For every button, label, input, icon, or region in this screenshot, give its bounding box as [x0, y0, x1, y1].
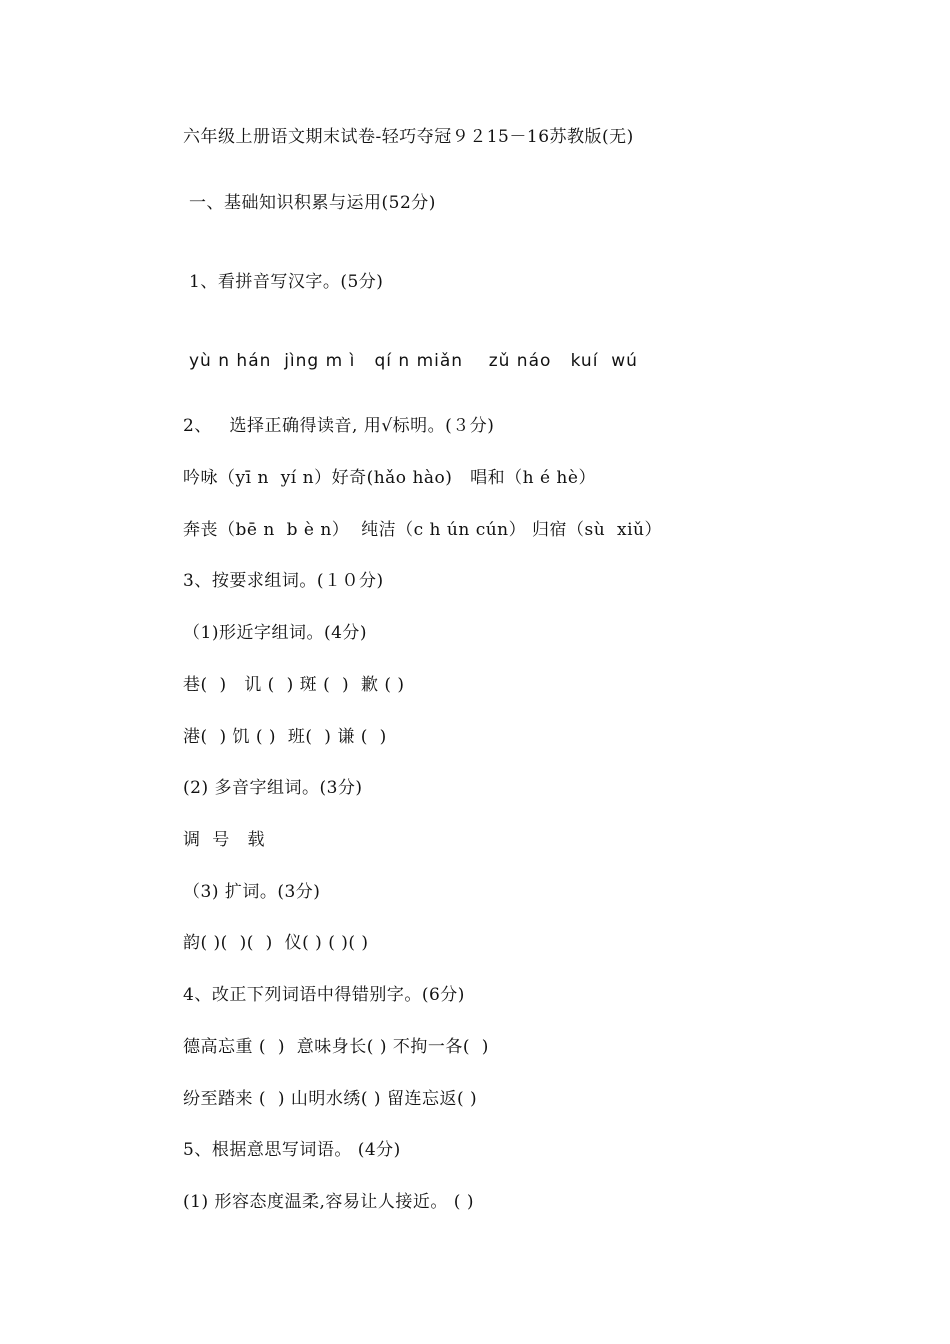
- subquestion-1-heading: （1)形近字组词。(4分): [183, 623, 368, 643]
- reading-choice-line-1: 吟咏（yī n yí n）好奇(hǎo hào) 唱和（h é hè）: [183, 468, 596, 488]
- polyphonic-characters-line: 调 号 载: [183, 830, 266, 850]
- question-1-heading: 1、看拼音写汉字。(5分): [189, 272, 384, 292]
- subquestion-3-heading: （3) 扩词。(3分): [183, 882, 321, 902]
- question-5-item-1: (1) 形容态度温柔,容易让人接近。 ( ): [183, 1192, 474, 1212]
- question-4-heading: 4、改正下列词语中得错别字。(6分): [183, 985, 465, 1005]
- section-heading: 一、基础知识积累与运用(52分): [189, 193, 436, 213]
- similar-characters-line-2: 港( ) 饥 ( ) 班( ) 谦 ( ): [183, 727, 387, 747]
- typo-correction-line-1: 德高忘重 ( ) 意味身长( ) 不拘一各( ): [183, 1037, 489, 1057]
- typo-correction-line-2: 纷至踏来 ( ) 山明水绣( ) 留连忘返( ): [183, 1089, 478, 1109]
- question-2-heading: 2、 选择正确得读音, 用√标明。(３分): [183, 416, 495, 436]
- word-expansion-line: 韵( )( )( ) 仪( ) ( )( ): [183, 933, 369, 953]
- reading-choice-line-2: 奔丧（bē n b è n） 纯洁（c h ún cún） 归宿（sù xiǔ）: [183, 520, 662, 540]
- question-5-heading: 5、根据意思写词语。 (4分): [183, 1140, 401, 1160]
- similar-characters-line-1: 巷( ) 讥 ( ) 斑 ( ) 歉 ( ): [183, 675, 405, 695]
- subquestion-2-heading: (2) 多音字组词。(3分): [183, 778, 363, 798]
- pinyin-line: yù n hán jìng m ì qí n miǎn zǔ náo kuí wú: [189, 351, 638, 371]
- question-3-heading: 3、按要求组词。(１０分): [183, 571, 384, 591]
- document-title: 六年级上册语文期末试卷-轻巧夺冠９２15－16苏教版(无): [183, 127, 634, 147]
